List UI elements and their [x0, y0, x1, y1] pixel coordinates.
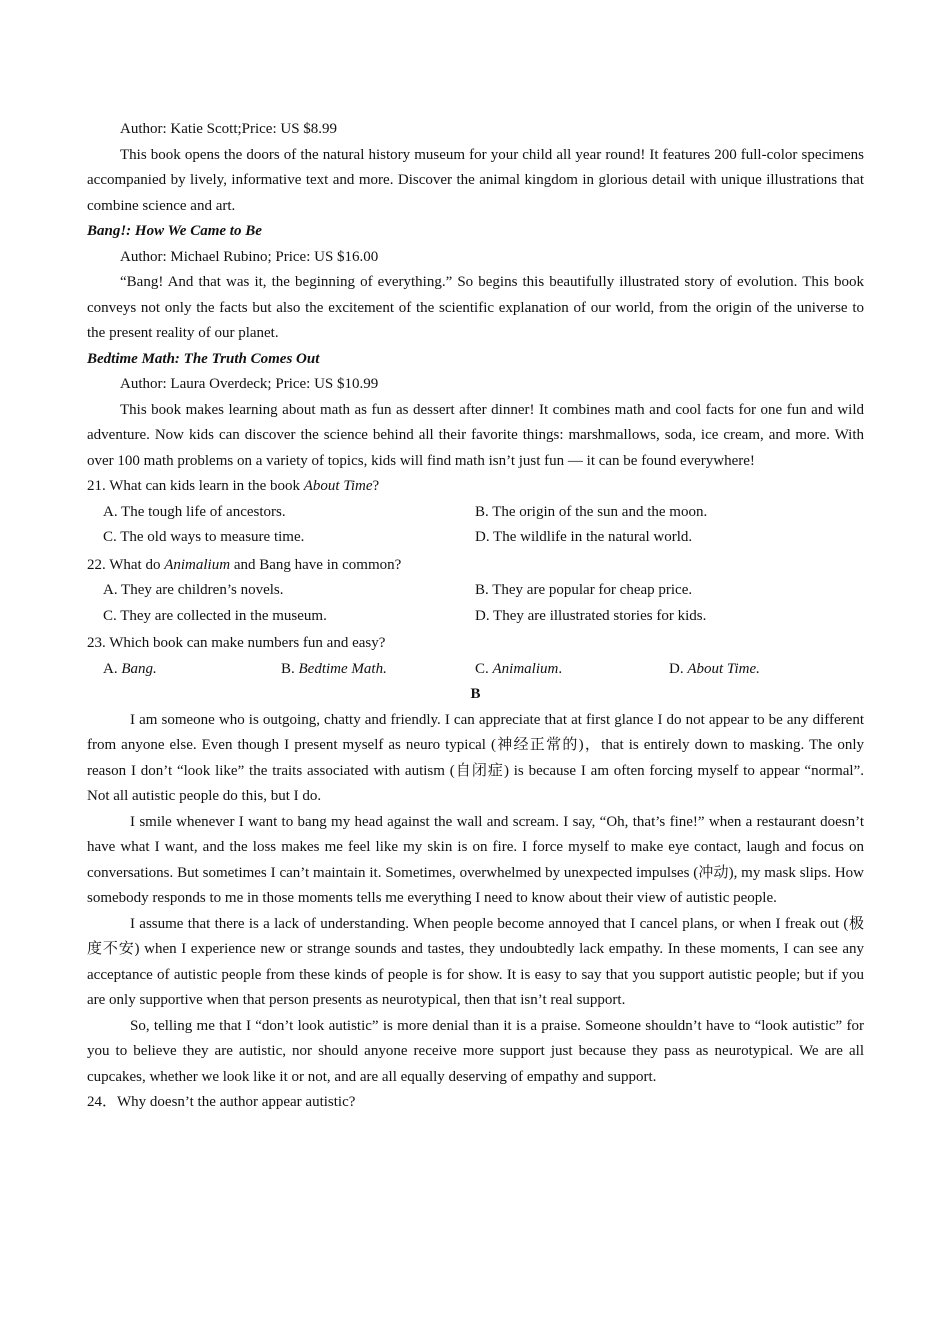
option-c: C. The old ways to measure time. [103, 529, 305, 545]
option-c: C. They are collected in the museum. [103, 607, 327, 624]
question-22-stem: 22. What do Animalium and Bang have in common? [87, 556, 402, 573]
section-heading: B [470, 686, 481, 702]
book-description: This book opens the doors of the natural history museum for your child all year round! It features 200 full-color specimens accompanied by lively, informative text and more. Discover the animal kingdom in glorious detail with unique illustrations that combine science and art. [87, 146, 864, 214]
option-d: D. The wildlife in the natural world. [475, 529, 693, 545]
book-meta: Author: Laura Overdeck; Price: US $10.99 [120, 376, 379, 392]
passage-paragraph: I am someone who is outgoing, chatty and friendly. I can appreciate that at first glance I do not appear to be any different from anyone else. Even though I present myself as neuro typical (神经正常的)，that is entirely down to masking. The only reason I don’t “look like” the traits associated with autism (自闭症) is because I am often forcing myself to appear “normal”. Not all autistic people do this, but I do. [87, 711, 864, 804]
passage-paragraph: I smile whenever I want to bang my head against the wall and scream. I say, “Oh, that’s fine!” when a restaurant doesn’t have what I want, and the loss makes me feel like my skin is on fire. I force myself to make eye contact, laugh and focus on conversations. But sometimes I can’t maintain it. Sometimes, overwhelmed by unexpected impulses (冲动), my mask slips. How somebody responds to me in those moments tells me everything I need to know about their view of autistic people. [87, 813, 864, 906]
book-description: This book makes learning about math as fun as dessert after dinner! It combines math and cool facts for one fun and wild adventure. Now kids can discover the science behind all their favorite things: marshmallows, soda, ice cream, and more. With over 100 math problems on a variety of topics, kids will find math isn’t just fun — it can be found everywhere! [87, 401, 864, 469]
option-b: B. The origin of the sun and the moon. [475, 503, 708, 520]
book-description: “Bang! And that was it, the beginning of everything.” So begins this beautifully illustrated story of evolution. This book conveys not only the facts but also the excitement of the scientific explanation of our world, from the origin of the universe to the present reality of our planet. [87, 274, 864, 341]
book-meta: Author: Michael Rubino; Price: US $16.00 [120, 248, 379, 265]
passage-paragraph: So, telling me that I “don’t look autistic” is more denial than it is a praise. Someone shouldn’t have to “look autistic” for you to believe they are autistic, nor should anyone receive more support just because they pass as neurotypical. We are all cupcakes, whether we look like it or not, and are all equally deserving of empathy and support. [87, 1017, 864, 1085]
question-23-stem: 23. Which book can make numbers fun and easy? [87, 635, 386, 651]
option-c: C. Animalium. [475, 660, 563, 677]
option-d: D. About Time. [669, 660, 760, 677]
question-21-options [87, 500, 864, 551]
option-a: A. They are children’s novels. [103, 582, 284, 598]
book-meta: Author: Katie Scott;Price: US $8.99 [120, 121, 338, 137]
question-22-options [87, 578, 864, 629]
option-b: B. They are popular for cheap price. [475, 582, 693, 598]
exam-page [87, 117, 864, 1116]
book-title: Bedtime Math: The Truth Comes Out [87, 350, 320, 367]
question-21-stem: 21. What can kids learn in the book About Time? [87, 478, 380, 494]
option-b: B. Bedtime Math. [281, 660, 387, 677]
option-a: A. Bang. [103, 660, 157, 677]
question-24-stem: 24．Why doesn’t the author appear autistic? [87, 1094, 356, 1110]
passage-paragraph: I assume that there is a lack of understanding. When people become annoyed that I cancel plans, or when I freak out (极度不安) when I experience new or strange sounds and tastes, they undoubtedly lack empathy. In these moments, I can see any acceptance of autistic people from these kinds of people is for show. It is easy to say that you support autistic people; but if you are only supportive when that person presents as neurotypical, then that isn’t real support. [87, 915, 864, 1008]
option-a: A. The tough life of ancestors. [103, 503, 286, 520]
option-d: D. They are illustrated stories for kids. [475, 607, 707, 624]
book-title: Bang!: How We Came to Be [87, 223, 262, 239]
question-23-options [87, 657, 864, 683]
